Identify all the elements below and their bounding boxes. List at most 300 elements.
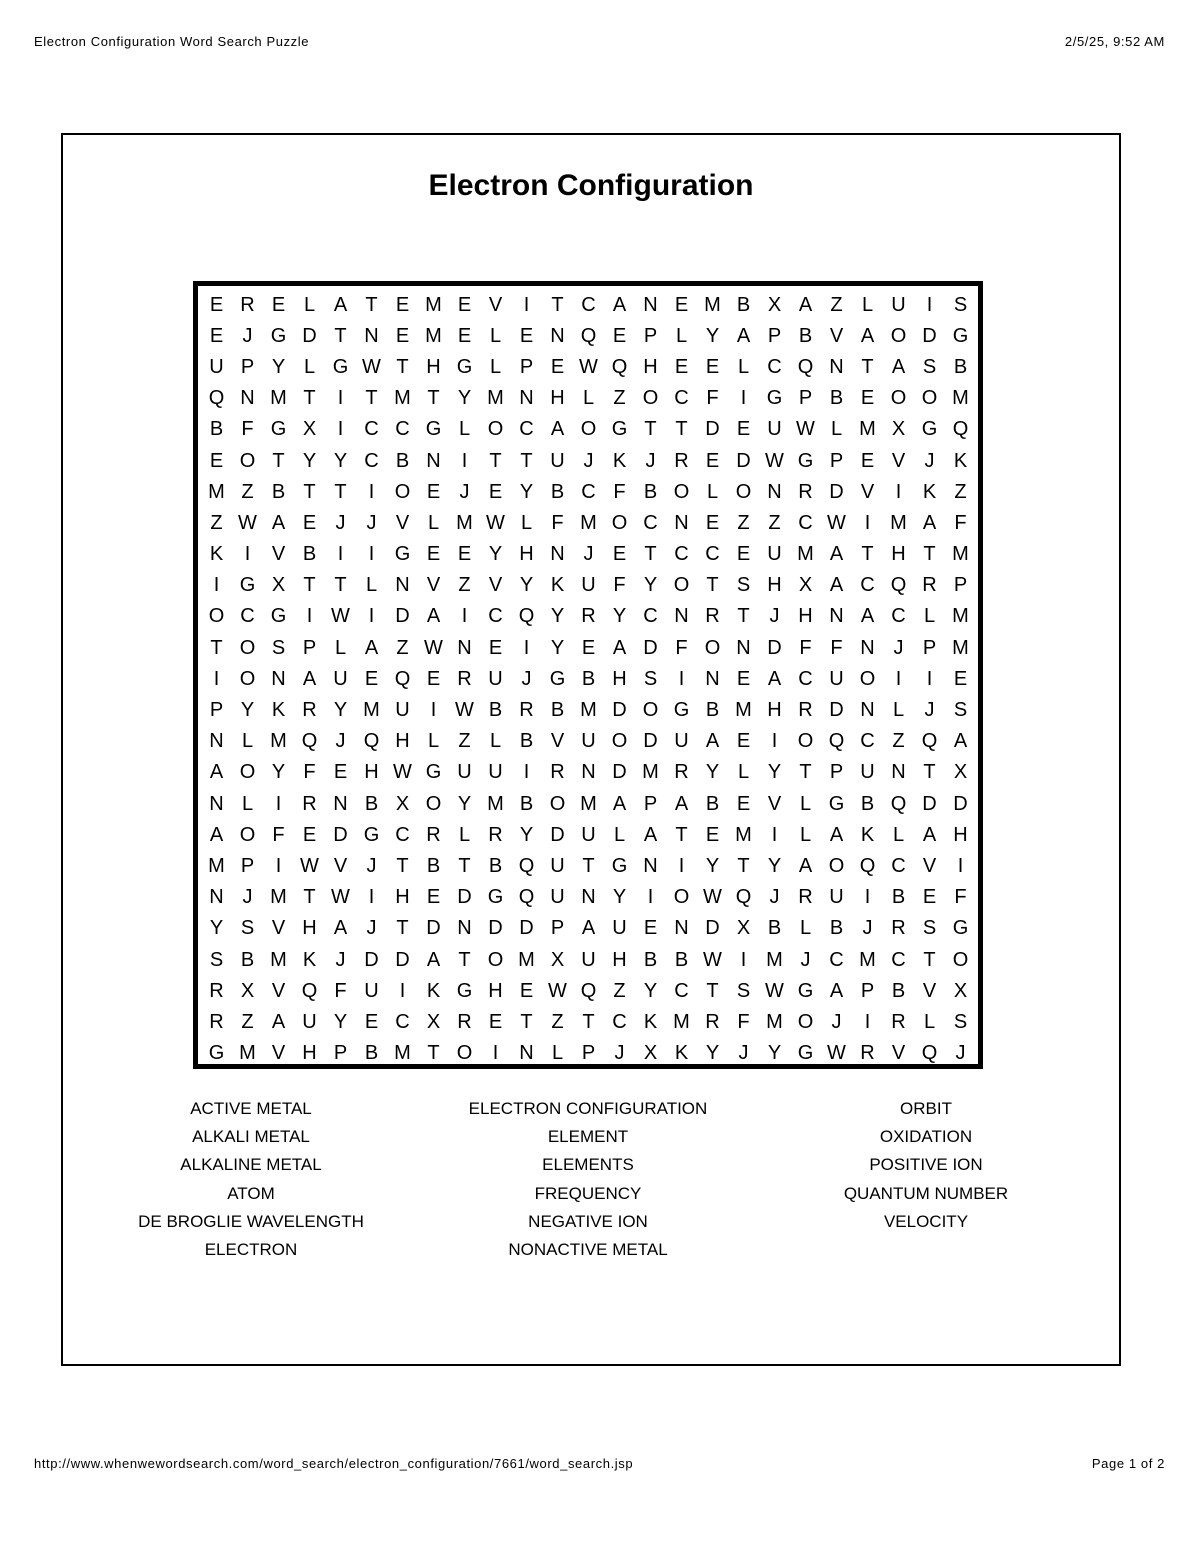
grid-letter: T [737, 854, 750, 877]
grid-letter: L [737, 761, 750, 784]
grid-letter: N [519, 387, 534, 410]
grid-letter: C [643, 605, 658, 628]
grid-letter: O [239, 667, 256, 690]
grid-letter: H [767, 699, 782, 722]
grid-letter: O [890, 387, 907, 410]
grid-letter: L [520, 511, 533, 534]
grid-letter: Y [457, 792, 472, 815]
grid-letter: L [675, 324, 688, 347]
grid-letter: Q [797, 355, 814, 378]
grid-letter: R [302, 792, 317, 815]
grid-letter: O [859, 667, 876, 690]
grid-letter: O [642, 699, 659, 722]
grid-letter: C [798, 511, 813, 534]
grid-letter: A [953, 730, 968, 753]
grid-letter: M [766, 948, 783, 971]
grid-letter: C [581, 480, 596, 503]
grid-letter: I [647, 886, 654, 909]
grid-letter: K [860, 823, 875, 846]
grid-letter: P [550, 917, 565, 940]
grid-letter: W [765, 979, 784, 1002]
grid-letter: X [550, 948, 565, 971]
grid-letter: D [612, 699, 627, 722]
grid-letter: C [395, 823, 410, 846]
grid-letter: A [550, 418, 565, 441]
grid-letter: O [642, 387, 659, 410]
grid-letter: J [769, 605, 780, 628]
grid-letter: E [302, 511, 317, 534]
grid-letter: L [303, 355, 316, 378]
grid-letter: P [240, 854, 255, 877]
grid-letter: G [456, 979, 473, 1002]
grid-letter: G [952, 324, 969, 347]
grid-letter: Z [737, 511, 750, 534]
grid-letter: L [892, 823, 905, 846]
grid-letter: A [209, 823, 224, 846]
grid-letter: S [209, 948, 224, 971]
grid-letter: R [302, 699, 317, 722]
word-list-item: ORBIT [900, 1099, 952, 1118]
grid-letter: T [427, 387, 440, 410]
word-list-item: FREQUENCY [534, 1183, 642, 1203]
grid-letter: P [767, 324, 782, 347]
grid-letter: D [705, 917, 720, 940]
grid-letter: Q [301, 730, 318, 753]
grid-letter: H [426, 355, 441, 378]
grid-letter: I [337, 543, 344, 566]
grid-letter: J [893, 636, 904, 659]
grid-letter: U [767, 418, 782, 441]
grid-letter: C [612, 1010, 627, 1033]
grid-letter: V [271, 1042, 286, 1065]
grid-letter: M [363, 699, 380, 722]
grid-letter: T [303, 574, 316, 597]
word-list-column-2 [428, 1095, 748, 1264]
grid-letter: T [861, 355, 874, 378]
letter-grid [201, 289, 976, 1064]
grid-letter: M [890, 511, 907, 534]
grid-letter: Q [208, 387, 225, 410]
grid-letter: I [926, 667, 933, 690]
grid-letter: M [425, 293, 442, 316]
grid-letter: D [953, 792, 968, 815]
grid-letter: J [335, 511, 346, 534]
print-header-title: Electron Configuration Word Search Puzzle [34, 34, 310, 49]
grid-letter: B [829, 387, 844, 410]
grid-letter: T [675, 823, 688, 846]
grid-letter: B [581, 667, 596, 690]
grid-letter: U [829, 886, 844, 909]
grid-letter: I [523, 761, 530, 784]
grid-letter: O [673, 574, 690, 597]
grid-letter: O [952, 948, 969, 971]
word-list-item: ALKALI METAL [192, 1127, 310, 1147]
grid-letter: Y [271, 761, 286, 784]
grid-letter: I [523, 636, 530, 659]
grid-letter: G [797, 449, 814, 472]
grid-letter: X [767, 293, 782, 316]
grid-letter: H [395, 886, 410, 909]
grid-letter: U [674, 730, 689, 753]
grid-letter: L [303, 293, 316, 316]
grid-letter: W [238, 511, 257, 534]
grid-letter: C [705, 543, 720, 566]
grid-letter: O [580, 418, 597, 441]
grid-letter: W [331, 605, 350, 628]
grid-letter: L [458, 823, 471, 846]
word-list [63, 1095, 1119, 1265]
grid-letter: I [740, 387, 747, 410]
word-list-item: ELECTRON [204, 1239, 298, 1259]
grid-letter: V [395, 511, 410, 534]
grid-letter: Y [519, 574, 534, 597]
grid-letter: Z [458, 730, 471, 753]
grid-letter: N [860, 636, 875, 659]
grid-letter: B [519, 792, 534, 815]
grid-letter: E [705, 355, 720, 378]
grid-letter: P [643, 324, 658, 347]
grid-letter: Y [333, 449, 348, 472]
grid-letter: M [270, 886, 287, 909]
grid-letter: G [673, 699, 690, 722]
grid-letter: B [426, 854, 441, 877]
grid-letter: R [798, 699, 813, 722]
grid-letter: A [364, 636, 379, 659]
grid-letter: E [426, 886, 441, 909]
grid-letter: Z [768, 511, 781, 534]
grid-letter: B [705, 792, 720, 815]
grid-letter: Q [611, 355, 628, 378]
grid-letter: C [891, 948, 906, 971]
grid-letter: A [829, 823, 844, 846]
grid-letter: B [891, 886, 906, 909]
grid-letter: I [771, 823, 778, 846]
grid-letter: N [829, 355, 844, 378]
grid-letter: J [645, 449, 656, 472]
grid-letter: C [643, 511, 658, 534]
grid-letter: E [736, 792, 751, 815]
grid-letter: A [736, 324, 751, 347]
grid-letter: L [551, 1042, 564, 1065]
grid-letter: T [458, 948, 471, 971]
grid-letter: T [334, 574, 347, 597]
grid-letter: G [332, 355, 349, 378]
grid-letter: F [954, 886, 967, 909]
grid-letter: X [736, 917, 751, 940]
grid-letter: P [302, 636, 317, 659]
grid-letter: S [643, 667, 658, 690]
grid-letter: H [953, 823, 968, 846]
grid-letter: V [333, 854, 348, 877]
grid-letter: G [952, 917, 969, 940]
grid-letter: C [674, 979, 689, 1002]
grid-letter: B [829, 917, 844, 940]
grid-letter: T [861, 543, 874, 566]
grid-letter: E [364, 667, 379, 690]
grid-letter: B [488, 854, 503, 877]
grid-letter: P [209, 699, 224, 722]
grid-letter: E [581, 636, 596, 659]
grid-letter: D [333, 823, 348, 846]
grid-letter: A [271, 1010, 286, 1033]
grid-letter: F [706, 387, 719, 410]
print-footer-url[interactable]: http://www.whenwewordsearch.com/word_search/electron_configuration/7661/word_search.jsp [34, 1456, 634, 1471]
grid-letter: E [395, 324, 410, 347]
grid-letter: R [209, 1010, 224, 1033]
grid-letter: R [705, 1010, 720, 1033]
grid-letter: K [922, 480, 937, 503]
grid-letter: M [580, 792, 597, 815]
grid-letter: E [643, 917, 658, 940]
grid-letter: N [581, 886, 596, 909]
grid-letter: A [829, 543, 844, 566]
grid-letter: P [581, 1042, 596, 1065]
grid-letter: D [829, 699, 844, 722]
grid-letter: A [612, 636, 627, 659]
grid-letter: D [550, 823, 565, 846]
grid-letter: Q [921, 1042, 938, 1065]
grid-letter: R [457, 1010, 472, 1033]
grid-letter: T [334, 324, 347, 347]
grid-letter: I [678, 854, 685, 877]
grid-letter: L [613, 823, 626, 846]
grid-letter: Z [830, 293, 843, 316]
grid-letter: T [396, 917, 409, 940]
grid-letter: E [209, 293, 224, 316]
grid-letter: O [890, 324, 907, 347]
grid-letter: C [674, 543, 689, 566]
grid-letter: N [519, 1042, 534, 1065]
grid-letter: H [395, 730, 410, 753]
grid-letter: W [424, 636, 443, 659]
grid-letter: Y [519, 480, 534, 503]
grid-letter: D [457, 886, 472, 909]
grid-letter: R [209, 979, 224, 1002]
word-list-item: NONACTIVE METAL [508, 1239, 668, 1259]
grid-letter: L [892, 699, 905, 722]
grid-letter: Z [551, 1010, 564, 1033]
grid-letter: J [366, 854, 377, 877]
grid-letter: Q [828, 730, 845, 753]
grid-letter: T [644, 418, 657, 441]
grid-letter: B [395, 449, 410, 472]
grid-letter: N [705, 667, 720, 690]
grid-letter: I [740, 948, 747, 971]
grid-letter: X [302, 418, 317, 441]
grid-letter: N [395, 574, 410, 597]
grid-letter: I [399, 979, 406, 1002]
grid-letter: H [519, 543, 534, 566]
grid-letter: P [333, 1042, 348, 1065]
grid-letter: J [366, 511, 377, 534]
grid-letter: L [923, 605, 936, 628]
grid-letter: U [302, 1010, 317, 1033]
grid-letter: B [643, 948, 658, 971]
grid-letter: V [922, 979, 937, 1002]
grid-letter: D [364, 948, 379, 971]
grid-letter: Y [705, 324, 720, 347]
grid-letter: L [582, 387, 595, 410]
grid-letter: W [703, 886, 722, 909]
grid-letter: Y [271, 355, 286, 378]
grid-letter: E [953, 667, 968, 690]
grid-letter: A [860, 605, 875, 628]
grid-letter: R [457, 667, 472, 690]
grid-letter: I [275, 792, 282, 815]
grid-letter: G [270, 605, 287, 628]
grid-letter: E [612, 543, 627, 566]
grid-letter: S [736, 979, 751, 1002]
grid-letter: Z [613, 979, 626, 1002]
grid-letter: V [488, 574, 503, 597]
grid-letter: Z [241, 480, 254, 503]
grid-letter: M [394, 387, 411, 410]
grid-letter: A [829, 574, 844, 597]
grid-letter: R [674, 449, 689, 472]
grid-letter: W [827, 511, 846, 534]
grid-letter: A [612, 293, 627, 316]
grid-letter: R [519, 699, 534, 722]
grid-letter: L [799, 823, 812, 846]
grid-letter: E [209, 449, 224, 472]
grid-letter: P [240, 355, 255, 378]
grid-letter: S [736, 574, 751, 597]
grid-letter: T [923, 948, 936, 971]
grid-letter: P [798, 387, 813, 410]
grid-letter: N [457, 636, 472, 659]
grid-letter: K [643, 1010, 658, 1033]
grid-letter: O [828, 854, 845, 877]
grid-letter: U [364, 979, 379, 1002]
grid-letter: P [922, 636, 937, 659]
grid-letter: N [891, 761, 906, 784]
grid-letter: J [831, 1010, 842, 1033]
grid-letter: E [271, 293, 286, 316]
grid-letter: C [829, 948, 844, 971]
grid-letter: M [270, 948, 287, 971]
grid-letter: E [426, 543, 441, 566]
grid-letter: S [922, 917, 937, 940]
grid-letter: J [738, 1042, 749, 1065]
grid-letter: J [862, 917, 873, 940]
grid-letter: G [611, 854, 628, 877]
grid-letter: B [705, 699, 720, 722]
grid-letter: Q [518, 605, 535, 628]
grid-letter: P [953, 574, 968, 597]
grid-letter: F [675, 636, 688, 659]
grid-letter: Y [612, 886, 627, 909]
grid-letter: B [209, 418, 224, 441]
grid-letter: C [240, 605, 255, 628]
grid-letter: L [489, 324, 502, 347]
grid-letter: W [331, 886, 350, 909]
grid-letter: Y [705, 854, 720, 877]
grid-letter: T [427, 1042, 440, 1065]
grid-letter: V [891, 1042, 906, 1065]
grid-letter: O [208, 605, 225, 628]
grid-letter: L [861, 293, 874, 316]
word-list-item: POSITIVE ION [869, 1155, 983, 1175]
grid-letter: U [333, 667, 348, 690]
grid-letter: B [891, 979, 906, 1002]
grid-letter: E [736, 730, 751, 753]
grid-letter: T [737, 605, 750, 628]
grid-letter: M [952, 387, 969, 410]
grid-letter: O [704, 636, 721, 659]
grid-letter: Q [859, 854, 876, 877]
grid-letter: X [643, 1042, 658, 1065]
grid-letter: M [487, 387, 504, 410]
grid-letter: B [550, 480, 565, 503]
grid-letter: F [613, 574, 626, 597]
grid-letter: N [643, 293, 658, 316]
grid-letter: A [891, 355, 906, 378]
grid-letter: R [891, 1010, 906, 1033]
grid-letter: B [364, 792, 379, 815]
grid-letter: M [580, 699, 597, 722]
grid-letter: L [706, 480, 719, 503]
grid-letter: E [550, 355, 565, 378]
grid-letter: N [457, 917, 472, 940]
grid-letter: R [891, 917, 906, 940]
grid-letter: M [797, 543, 814, 566]
grid-letter: A [922, 823, 937, 846]
grid-letter: E [860, 387, 875, 410]
grid-letter: W [548, 979, 567, 1002]
grid-letter: D [922, 324, 937, 347]
word-list-item: ELECTRON CONFIGURATION [468, 1099, 708, 1118]
grid-letter: T [272, 449, 285, 472]
grid-letter: B [643, 480, 658, 503]
grid-letter: Z [892, 730, 905, 753]
grid-letter: A [922, 511, 937, 534]
grid-letter: I [368, 886, 375, 909]
grid-letter: W [455, 699, 474, 722]
grid-letter: Z [241, 1010, 254, 1033]
grid-letter: E [674, 355, 689, 378]
grid-letter: N [829, 605, 844, 628]
grid-letter: M [518, 948, 535, 971]
grid-letter: K [271, 699, 286, 722]
grid-letter: R [488, 823, 503, 846]
grid-letter: Q [518, 854, 535, 877]
grid-letter: R [550, 761, 565, 784]
grid-letter: W [486, 511, 505, 534]
grid-letter: O [239, 823, 256, 846]
grid-letter: M [270, 730, 287, 753]
grid-letter: Y [209, 917, 224, 940]
grid-letter: D [643, 636, 658, 659]
word-list-item: ACTIVE METAL [190, 1099, 312, 1118]
grid-letter: E [395, 293, 410, 316]
grid-letter: A [612, 792, 627, 815]
grid-letter: T [706, 574, 719, 597]
grid-letter: M [704, 293, 721, 316]
grid-letter: T [551, 293, 564, 316]
grid-letter: B [860, 792, 875, 815]
grid-letter: C [488, 605, 503, 628]
grid-letter: G [797, 1042, 814, 1065]
grid-letter: G [394, 543, 411, 566]
grid-letter: L [799, 917, 812, 940]
grid-letter: U [581, 730, 596, 753]
grid-letter: Y [767, 1042, 782, 1065]
grid-letter: E [426, 667, 441, 690]
grid-letter: D [705, 418, 720, 441]
grid-letter: M [735, 823, 752, 846]
grid-letter: E [488, 480, 503, 503]
grid-letter: E [519, 324, 534, 347]
